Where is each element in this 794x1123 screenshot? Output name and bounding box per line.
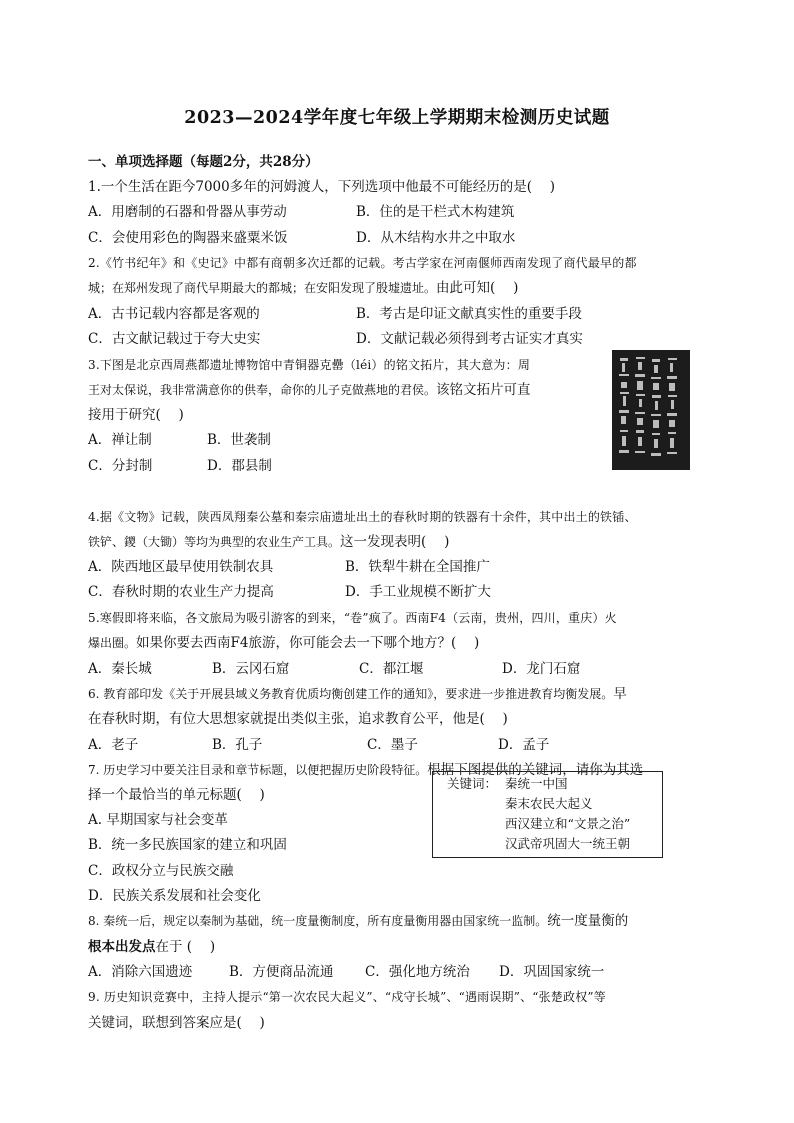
keywords-label: 关键词： <box>447 776 498 791</box>
keywords-box <box>432 771 663 858</box>
q7-stem-part-a: 7. 历史学习中要关注目录和章节标题，以便把握历史阶段特征。 <box>88 763 428 777</box>
q4-stem-part-a: 铁铲、鑁（大锄）等均为典型的农业生产工具。 <box>88 535 341 549</box>
q7-stem-line2: 择一个最恰当的单元标题( ) <box>88 787 265 803</box>
q4-stem-part-b: 这一发现表明( ) <box>340 534 450 550</box>
q6-stem-line1 <box>88 684 627 704</box>
q6-option-d[interactable]: D．孟子 <box>498 737 550 753</box>
q8-stem-part-a: 8. 秦统一后，规定以秦制为基础，统一度量衡制度，所有度量衡用器由国家统一监制。 <box>88 914 548 928</box>
keyword-item: 汉武帝巩固大一统王朝 <box>505 836 631 851</box>
q5-stem-line1: 5.寒假即将来临，各文旅局为吸引游客的到来，“卷”疯了。西南F4（云南，贵州，四川，重庆）火 <box>88 611 617 625</box>
q3-option-b[interactable]: B．世袭制 <box>207 432 271 448</box>
q7-stem-part-b: 根据下图提供的关键词，请你为其选 <box>427 762 644 778</box>
q8-option-b[interactable]: B．方便商品流通 <box>229 964 334 980</box>
q3-stem-part-b: 该铭文拓片可直 <box>436 382 531 398</box>
q2-option-b[interactable]: B．考古是印证文献真实性的重要手段 <box>356 306 582 322</box>
q3-option-a[interactable]: A．禅让制 <box>88 432 152 448</box>
q5-stem-part-a: 爆出圈。 <box>88 636 137 650</box>
q4-option-c[interactable]: C．春秋时期的农业生产力提高 <box>88 584 274 600</box>
q6-option-c[interactable]: C．墨子 <box>367 737 418 753</box>
q2-option-c[interactable]: C．古文献记载过于夸大史实 <box>88 331 261 347</box>
q6-stem-part-b: 早 <box>613 686 627 702</box>
q8-stem-line1 <box>88 911 628 931</box>
q4-option-a[interactable]: A．陕西地区最早使用铁制农具 <box>88 559 274 575</box>
q1-option-b[interactable]: B．住的是干栏式木构建筑 <box>356 204 515 220</box>
exam-title: 2023—2024学年度七年级上学期期末检测历史试题 <box>184 108 610 128</box>
q8-option-d[interactable]: D．巩固国家统一 <box>499 964 605 980</box>
keyword-item: 西汉建立和“文景之治” <box>505 816 631 831</box>
q1-option-c[interactable]: C．会使用彩色的陶器来盛粟米饭 <box>88 230 288 246</box>
q8-option-c[interactable]: C．强化地方统治 <box>365 964 470 980</box>
q4-option-b[interactable]: B．铁犁牛耕在全国推广 <box>345 559 490 575</box>
q5-option-c[interactable]: C．都江堰 <box>359 661 424 677</box>
q1-stem: 1.一个生活在距今7000多年的河姆渡人，下列选项中他最不可能经历的是( ) <box>88 179 556 195</box>
q9-stem-line1: 9. 历史知识竞赛中，主持人提示“第一次农民大起义”、“戍守长城”、“遇雨误期”、“张楚政权”等 <box>88 990 606 1004</box>
q8-stem-line2 <box>88 937 215 957</box>
q5-option-b[interactable]: B．云冈石窟 <box>212 661 290 677</box>
q6-option-b[interactable]: B．孔子 <box>212 737 263 753</box>
q8-stem-part-b: 统一度量衡的 <box>547 913 629 929</box>
q5-option-d[interactable]: D．龙门石窟 <box>502 661 581 677</box>
q2-stem-line2 <box>88 278 518 298</box>
q8-stem-emphasis: 根本出发点 <box>88 939 156 955</box>
q3-option-d[interactable]: D．郡县制 <box>207 458 272 474</box>
q8-stem-part-c: 在于 ( ) <box>155 939 216 955</box>
q5-stem-part-b: 如果你要去西南F4旅游，你可能会去一下哪个地方？( ) <box>136 635 480 651</box>
q9-stem-line2: 关键词，联想到答案应是( ) <box>88 1015 265 1031</box>
q2-stem-line1: 2.《竹书纪年》和《史记》中都有商朝多次迁都的记载。考古学家在河南偃师西南发现了商代最早的都 <box>88 256 637 270</box>
q7-option-d[interactable]: D．民族关系发展和社会变化 <box>88 888 261 904</box>
q1-option-d[interactable]: D．从木结构水井之中取水 <box>356 230 516 246</box>
q4-stem-line1: 4.据《文物》记载，陕西凤翔秦公墓和秦宗庙遗址出土的春秋时期的铁器有十余件，其中出土的铁锸、 <box>88 510 637 524</box>
q6-stem-line2: 在春秋时期，有位大思想家就提出类似主张，追求教育公平，他是( ) <box>88 711 508 727</box>
q3-stem-part-a: 王对太保说，我非常满意你的供奉，命你的儿子克做燕地的君侯。 <box>88 383 437 397</box>
q8-option-a[interactable]: A．消除六国遗迹 <box>88 964 193 980</box>
q7-option-a[interactable]: A. 早期国家与社会变革 <box>88 812 228 828</box>
section-heading: 一、单项选择题（每题2分，共28分） <box>88 154 319 170</box>
q1-option-a[interactable]: A．用磨制的石器和骨器从事劳动 <box>88 204 287 220</box>
q2-option-d[interactable]: D．文献记载必须得到考古证实才真实 <box>356 331 583 347</box>
q5-stem-line2 <box>88 633 479 653</box>
keyword-item: 秦末农民大起义 <box>505 796 593 811</box>
q7-option-c[interactable]: C．政权分立与民族交融 <box>88 863 234 879</box>
keyword-item: 秦统一中国 <box>505 776 568 791</box>
q3-option-c[interactable]: C．分封制 <box>88 458 153 474</box>
q7-option-b[interactable]: B．统一多民族国家的建立和巩固 <box>88 837 287 853</box>
q3-stem-line2 <box>88 380 531 400</box>
q5-option-a[interactable]: A．秦长城 <box>88 661 152 677</box>
q2-stem-part-a: 城；在郑州发现了商代早期最大的都城；在安阳发现了殷墟遗址。 <box>88 281 437 295</box>
q4-option-d[interactable]: D．手工业规模不断扩大 <box>345 584 491 600</box>
q2-stem-part-b: 由此可知( ) <box>436 280 519 296</box>
q3-stem-line3: 接用于研究( ) <box>88 407 184 423</box>
bronze-inscription-rubbing-image <box>612 350 690 470</box>
q6-option-a[interactable]: A．老子 <box>88 737 139 753</box>
q4-stem-line2 <box>88 532 449 552</box>
q2-option-a[interactable]: A．古书记载内容都是客观的 <box>88 306 260 322</box>
q6-stem-part-a: 6. 教育部印发《关于开展县域义务教育优质均衡创建工作的通知》，要求进一步推进教育均衡发展。 <box>88 687 614 701</box>
q3-stem-line1: 3.下图是北京西周燕都遗址博物馆中青铜器克罍（léi）的铭文拓片，其大意为：周 <box>88 358 531 372</box>
